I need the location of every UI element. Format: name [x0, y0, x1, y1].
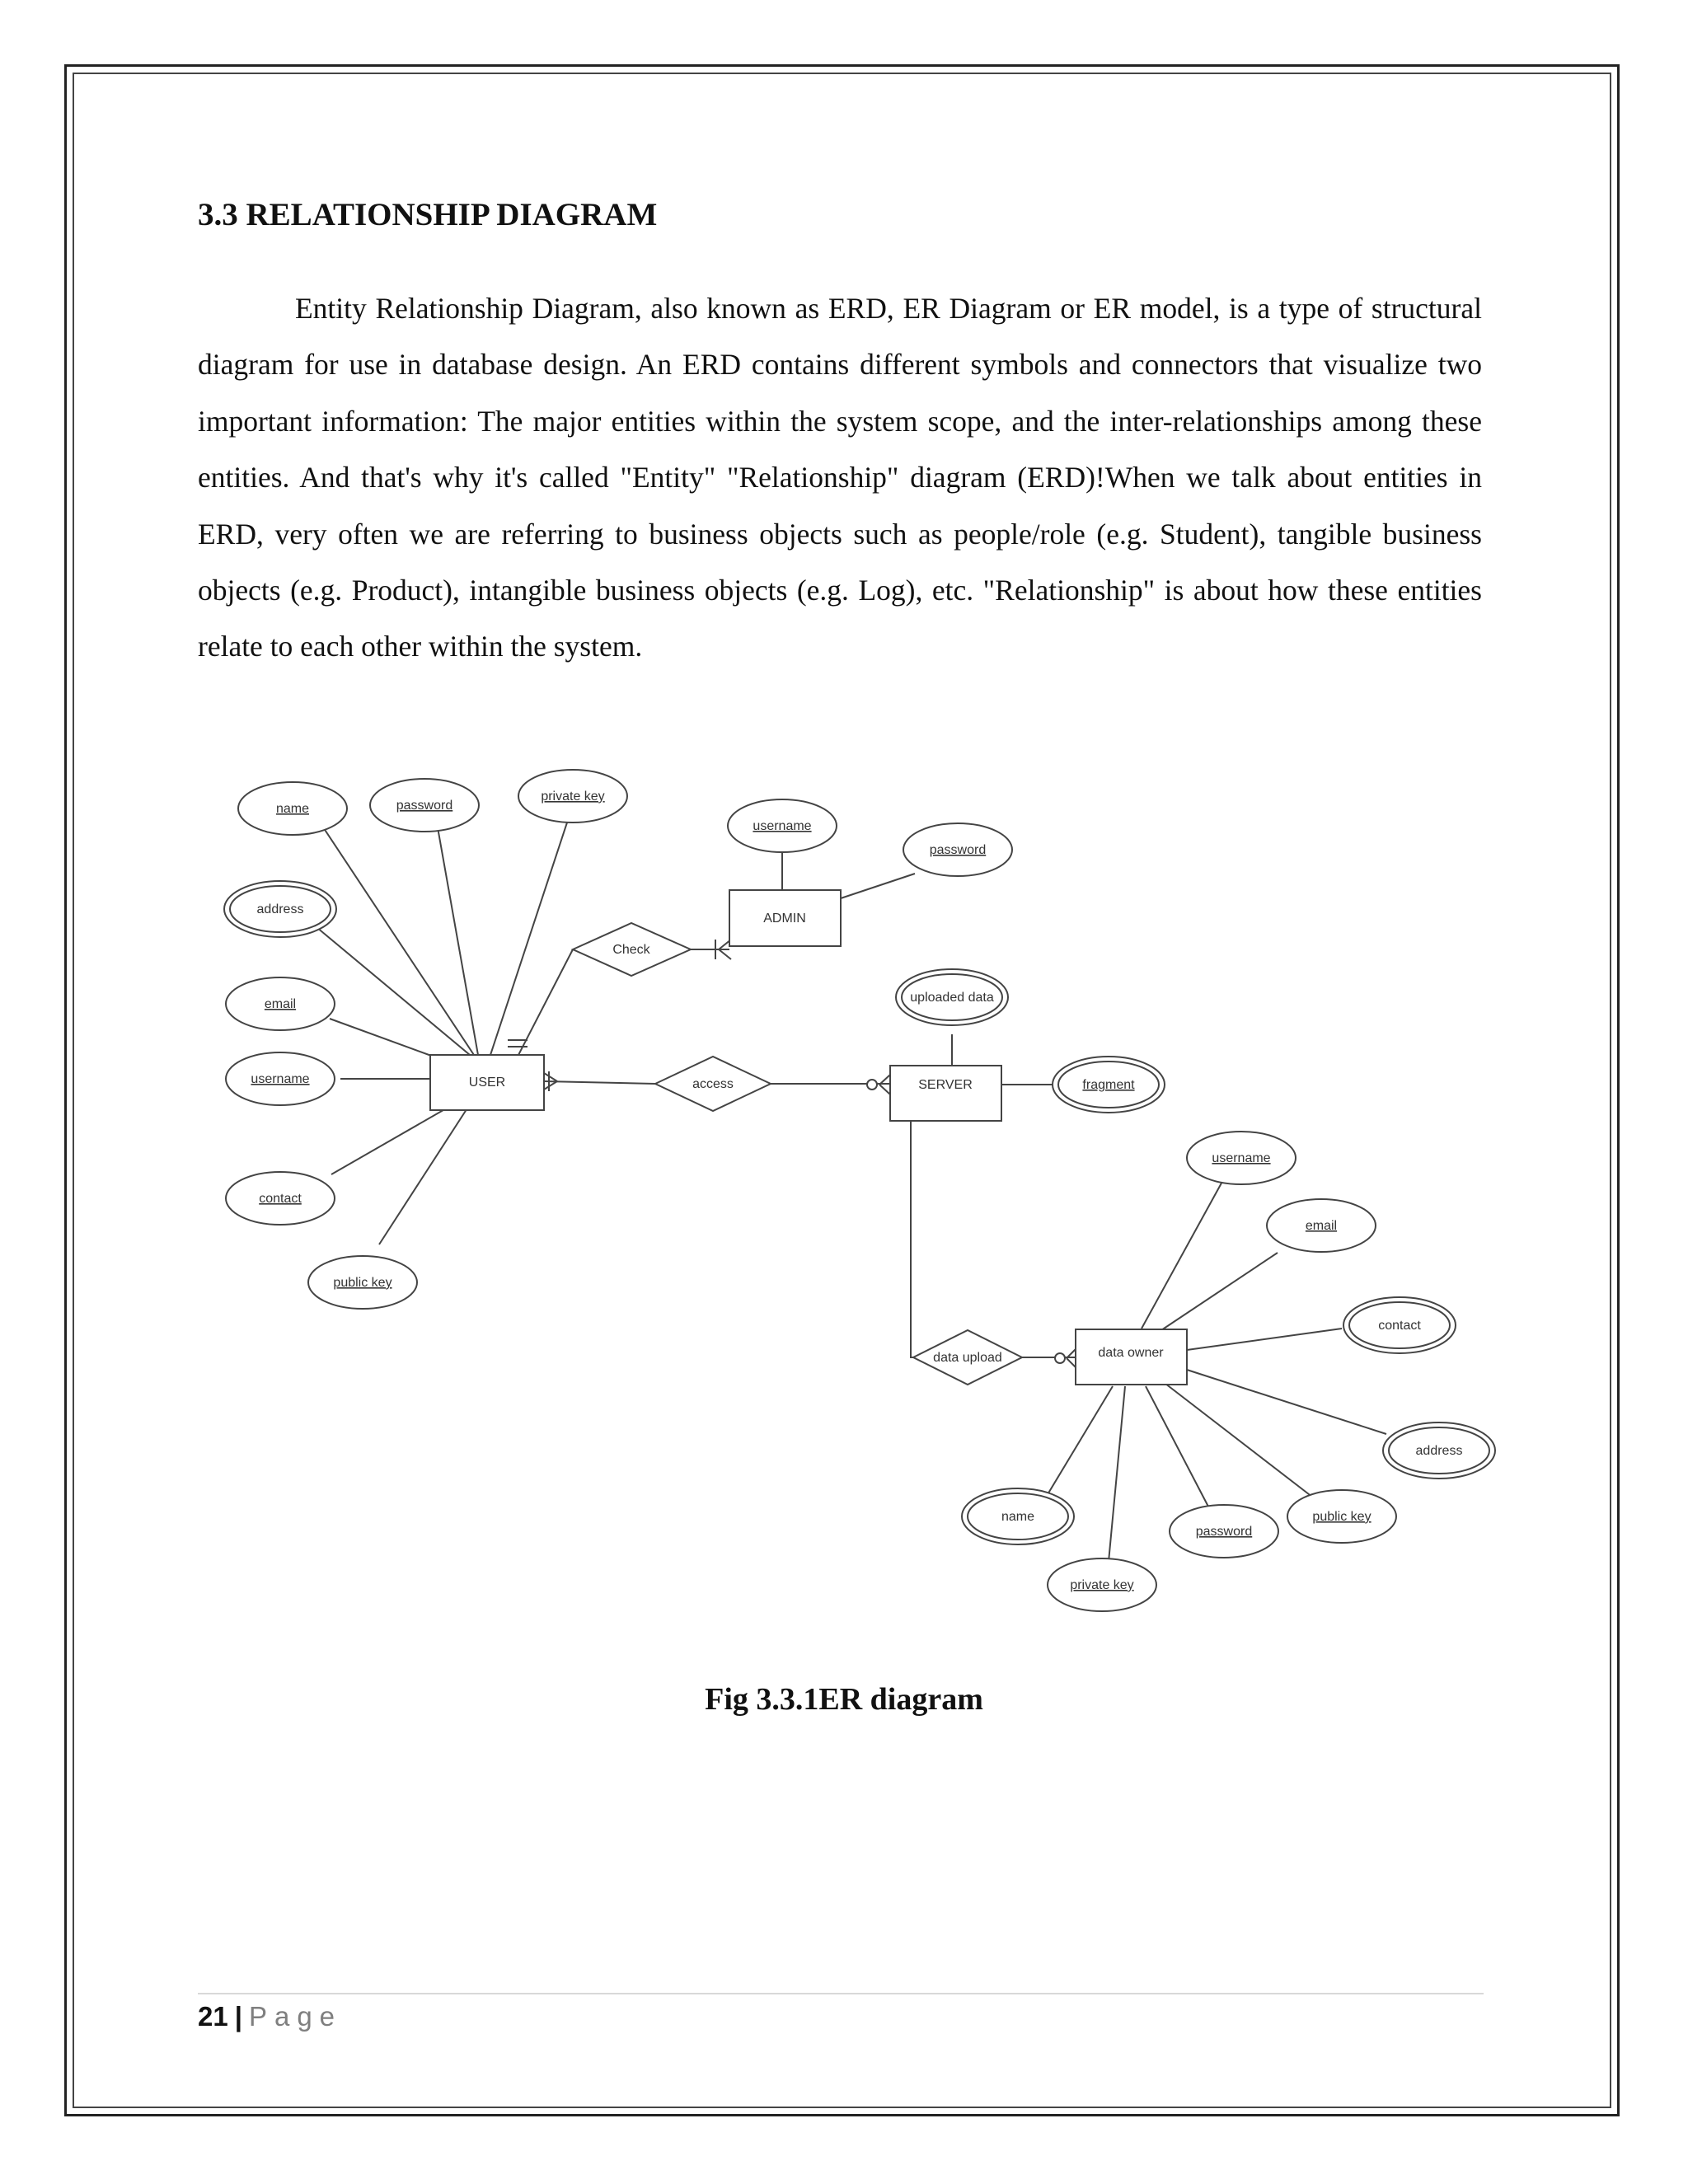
entity-user: [430, 1055, 544, 1110]
section-heading: 3.3 RELATIONSHIP DIAGRAM: [198, 197, 658, 232]
attr-user-private-key: [518, 770, 627, 823]
relationship-check-label: Check: [612, 943, 650, 957]
attr-user-name: [238, 782, 347, 835]
footer-divider: [198, 1993, 1484, 1994]
attr-user-password: [370, 779, 479, 832]
svg-text:address: address: [256, 902, 304, 916]
svg-text:username: username: [1212, 1151, 1271, 1165]
attr-user-public-key: [308, 1256, 417, 1309]
relationship-data-upload-label: data upload: [933, 1351, 1002, 1365]
svg-text:fragment: fragment: [1082, 1078, 1135, 1092]
svg-text:email: email: [264, 997, 297, 1011]
attr-admin-password: [903, 823, 1012, 876]
svg-text:public key: public key: [1312, 1510, 1372, 1524]
page-word: Page: [248, 2001, 343, 2032]
er-diagram: [206, 758, 1508, 1615]
svg-text:private key: private key: [1070, 1578, 1134, 1592]
attr-owner-private-key: [1048, 1558, 1156, 1611]
entity-data-owner: [1076, 1329, 1187, 1385]
figure-caption: Fig 3.3.1ER diagram: [705, 1682, 983, 1717]
svg-text:address: address: [1415, 1444, 1463, 1458]
attr-server-uploaded-data: [896, 969, 1008, 1025]
svg-text:email: email: [1305, 1219, 1338, 1233]
page-footer: [198, 2001, 342, 2032]
attr-owner-email: [1267, 1199, 1376, 1252]
svg-text:public key: public key: [333, 1276, 392, 1290]
page-separator: |: [234, 2001, 242, 2032]
svg-text:contact: contact: [259, 1192, 302, 1206]
attr-server-fragment: [1053, 1057, 1165, 1113]
entity-server: [890, 1066, 1001, 1121]
entity-admin-label: ADMIN: [763, 912, 806, 926]
svg-text:username: username: [753, 819, 812, 833]
attr-user-username: [226, 1052, 335, 1105]
relationship-check: [573, 923, 691, 976]
section-paragraph: Entity Relationship Diagram, also known as ERD, ER Diagram or ER model, is a type of structural diagram for use in database design. An ERD contains different symbols and connectors that visualize two important information: The major entities within the system scope, and the inter-relationships among these entities. And that's why it's called "Entity" "Relationship" diagram (ERD)!When we talk about entities in ERD, very often we are referring to business objects such as people/role (e.g. Student), tangible business objects (e.g. Product), intangible business objects (e.g. Log), etc. "Relationship" is about how these entities relate to each other within the system.: [198, 292, 1482, 663]
relationship-access-label: access: [692, 1077, 734, 1091]
svg-text:uploaded data: uploaded data: [910, 991, 994, 1005]
entity-admin: [729, 890, 841, 946]
attr-owner-contact: [1343, 1297, 1456, 1353]
attr-owner-username: [1187, 1132, 1296, 1184]
attr-user-contact: [226, 1172, 335, 1225]
svg-text:name: name: [1001, 1510, 1035, 1524]
attr-admin-username: [728, 799, 837, 852]
attr-owner-password: [1170, 1505, 1278, 1558]
entity-data-owner-label: data owner: [1098, 1346, 1164, 1360]
relationship-access: [655, 1057, 771, 1111]
svg-text:password: password: [929, 843, 987, 857]
svg-text:private key: private key: [541, 790, 605, 804]
attr-owner-public-key: [1287, 1490, 1396, 1543]
page-number: 21: [198, 2001, 228, 2032]
svg-text:password: password: [1195, 1525, 1253, 1539]
svg-text:password: password: [396, 799, 453, 813]
attr-owner-name: [962, 1488, 1074, 1544]
svg-text:contact: contact: [1378, 1319, 1421, 1333]
svg-text:name: name: [275, 802, 310, 816]
attr-owner-address: [1383, 1422, 1495, 1479]
svg-text:username: username: [251, 1072, 310, 1086]
entity-user-label: USER: [468, 1076, 506, 1090]
attr-user-email: [226, 977, 335, 1030]
relationship-data-upload: [913, 1330, 1022, 1385]
entity-server-label: SERVER: [918, 1078, 973, 1092]
attr-user-address: [224, 881, 336, 937]
